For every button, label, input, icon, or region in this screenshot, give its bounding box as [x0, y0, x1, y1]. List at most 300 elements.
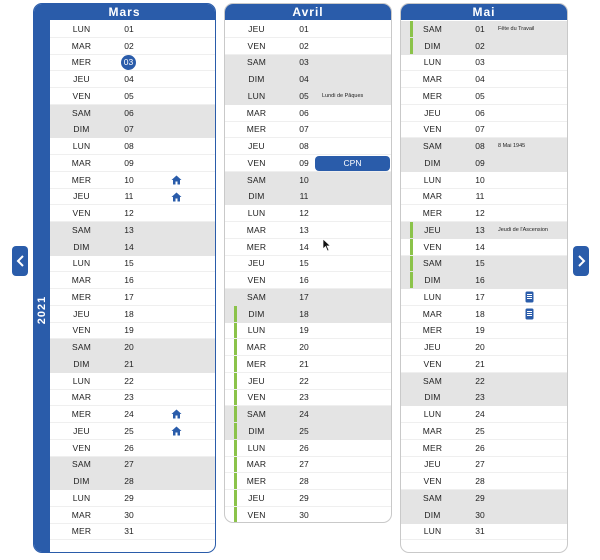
day-number: 11: [124, 191, 134, 202]
day-row[interactable]: [401, 423, 567, 440]
holiday-period-bar: [234, 373, 237, 389]
day-name: MAR: [246, 107, 267, 118]
day-number: 13: [475, 224, 485, 235]
day-number: 05: [299, 90, 309, 101]
day-number: 30: [475, 509, 485, 520]
day-row[interactable]: [401, 38, 567, 55]
day-number: 28: [299, 476, 309, 487]
day-name: SAM: [71, 342, 92, 353]
day-name: JEU: [73, 308, 90, 319]
book-icon[interactable]: [525, 291, 534, 303]
day-row[interactable]: [401, 172, 567, 189]
day-number: 30: [299, 509, 309, 520]
home-icon[interactable]: [171, 426, 182, 436]
holiday-period-bar: [234, 507, 237, 523]
day-name: VEN: [72, 442, 91, 453]
day-row[interactable]: [401, 71, 567, 88]
day-name: VEN: [247, 275, 266, 286]
day-name: MER: [71, 57, 92, 68]
day-number: 17: [299, 291, 309, 302]
day-row[interactable]: [401, 473, 567, 490]
day-number: 02: [475, 40, 485, 51]
day-row[interactable]: [401, 323, 567, 340]
day-name: MAR: [71, 392, 92, 403]
day-row[interactable]: [225, 122, 391, 139]
day-row[interactable]: [401, 524, 567, 541]
day-row[interactable]: [225, 222, 391, 239]
day-number: 17: [124, 291, 134, 302]
day-row[interactable]: [50, 105, 215, 122]
holiday-period-bar: [234, 457, 237, 473]
day-row[interactable]: [225, 390, 391, 407]
day-number: 21: [475, 358, 485, 369]
day-row[interactable]: [401, 155, 567, 172]
day-row[interactable]: [225, 172, 391, 189]
day-name: LUN: [72, 375, 91, 386]
day-name: JEU: [424, 107, 441, 118]
day-number: 31: [475, 526, 485, 537]
day-row[interactable]: [50, 272, 215, 289]
day-row[interactable]: [50, 306, 215, 323]
day-name: DIM: [424, 40, 441, 51]
day-row[interactable]: [401, 272, 567, 289]
day-name: MER: [71, 174, 92, 185]
day-number: 15: [475, 258, 485, 269]
day-row[interactable]: [401, 289, 567, 306]
day-number: 17: [475, 291, 485, 302]
day-number: 07: [475, 124, 485, 135]
day-number: 08: [299, 141, 309, 152]
day-number: 20: [299, 342, 309, 353]
holiday-period-bar: [234, 390, 237, 406]
day-row[interactable]: [401, 239, 567, 256]
day-number: 14: [299, 241, 309, 252]
day-name: MAR: [71, 275, 92, 286]
day-number: 10: [475, 174, 485, 185]
day-name: VEN: [247, 40, 266, 51]
day-name: SAM: [246, 409, 267, 420]
day-list: [401, 21, 567, 540]
day-row[interactable]: [225, 440, 391, 457]
day-row[interactable]: [225, 323, 391, 340]
day-name: DIM: [248, 425, 265, 436]
day-row[interactable]: [225, 473, 391, 490]
cpn-event-button[interactable]: CPN: [315, 156, 390, 171]
home-icon[interactable]: [171, 192, 182, 202]
day-row[interactable]: [225, 155, 391, 172]
day-name: DIM: [73, 476, 90, 487]
day-row[interactable]: [225, 256, 391, 273]
day-row[interactable]: [225, 55, 391, 72]
day-number: 15: [299, 258, 309, 269]
day-row[interactable]: [50, 138, 215, 155]
day-number: 27: [299, 459, 309, 470]
day-row[interactable]: [50, 390, 215, 407]
day-name: JEU: [248, 141, 265, 152]
day-name: MER: [71, 409, 92, 420]
day-name: MAR: [71, 40, 92, 51]
day-name: MER: [71, 291, 92, 302]
day-name: DIM: [73, 358, 90, 369]
day-number: 19: [299, 325, 309, 336]
day-name: LUN: [72, 141, 91, 152]
day-name: VEN: [72, 90, 91, 101]
holiday-note: Fête du Travail: [498, 25, 535, 32]
day-row[interactable]: [50, 71, 215, 88]
day-number: 11: [299, 191, 309, 202]
holiday-period-bar: [234, 473, 237, 489]
day-number: 09: [299, 157, 309, 168]
day-name: VEN: [423, 241, 442, 252]
day-name: JEU: [73, 425, 90, 436]
day-number: 14: [124, 241, 134, 252]
day-number: 16: [299, 275, 309, 286]
day-name: MER: [246, 358, 267, 369]
holiday-period-bar: [234, 440, 237, 456]
home-icon[interactable]: [171, 175, 182, 185]
day-name: JEU: [424, 459, 441, 470]
day-name: SAM: [71, 107, 92, 118]
year-bar: [34, 20, 50, 552]
day-row[interactable]: [401, 339, 567, 356]
day-number: 28: [124, 476, 134, 487]
month-title: Mai: [401, 4, 567, 20]
day-number: 23: [299, 392, 309, 403]
day-number: 09: [124, 157, 134, 168]
chevron-left-icon: [16, 255, 25, 267]
day-number: 29: [124, 492, 134, 503]
day-name: JEU: [248, 23, 265, 34]
year-label: 2021: [36, 295, 49, 325]
day-number: 19: [475, 325, 485, 336]
day-name: MAR: [246, 224, 267, 235]
day-number: 30: [124, 509, 134, 520]
day-row[interactable]: [225, 339, 391, 356]
day-number: 31: [124, 526, 134, 537]
day-row[interactable]: [50, 205, 215, 222]
day-name: DIM: [248, 191, 265, 202]
day-row[interactable]: [225, 373, 391, 390]
day-name: SAM: [422, 258, 443, 269]
day-name: VEN: [247, 157, 266, 168]
day-row[interactable]: [401, 457, 567, 474]
day-row[interactable]: [401, 205, 567, 222]
day-row[interactable]: [401, 406, 567, 423]
day-name: VEN: [423, 124, 442, 135]
day-row[interactable]: [50, 507, 215, 524]
day-row[interactable]: [50, 406, 215, 423]
day-number: 05: [124, 90, 134, 101]
day-name: DIM: [424, 509, 441, 520]
day-row[interactable]: [225, 272, 391, 289]
day-number: 23: [475, 392, 485, 403]
day-row[interactable]: [225, 239, 391, 256]
day-number: 04: [124, 74, 134, 85]
holiday-period-bar: [234, 339, 237, 355]
day-row[interactable]: [225, 38, 391, 55]
day-number: 12: [124, 208, 134, 219]
day-row[interactable]: [50, 55, 215, 72]
day-number: 26: [475, 442, 485, 453]
day-row[interactable]: [50, 490, 215, 507]
day-name: SAM: [246, 291, 267, 302]
month-panel-mai: [400, 3, 568, 553]
day-number: 10: [124, 174, 134, 185]
day-name: DIM: [424, 392, 441, 403]
day-row[interactable]: [50, 373, 215, 390]
day-number: 28: [475, 476, 485, 487]
day-list: [50, 21, 215, 540]
holiday-period-bar: [410, 239, 413, 255]
day-name: LUN: [423, 409, 442, 420]
day-name: DIM: [73, 241, 90, 252]
day-name: LUN: [423, 174, 442, 185]
day-number: 12: [475, 208, 485, 219]
day-number: 13: [299, 224, 309, 235]
day-number: 10: [299, 174, 309, 185]
day-number: 26: [299, 442, 309, 453]
day-number: 20: [475, 342, 485, 353]
today-day-number: 03: [121, 55, 136, 70]
day-number: 13: [124, 224, 134, 235]
day-list: [225, 21, 391, 523]
day-row[interactable]: [50, 423, 215, 440]
month-title: Avril: [225, 4, 391, 20]
day-name: MER: [246, 241, 267, 252]
day-row[interactable]: [225, 21, 391, 38]
holiday-period-bar: [410, 38, 413, 54]
day-row[interactable]: [401, 507, 567, 524]
day-number: 02: [299, 40, 309, 51]
day-number: 23: [124, 392, 134, 403]
day-number: 18: [299, 308, 309, 319]
day-row[interactable]: [225, 457, 391, 474]
holiday-period-bar: [234, 423, 237, 439]
day-name: DIM: [424, 157, 441, 168]
day-number: 11: [475, 191, 485, 202]
day-row[interactable]: [225, 490, 391, 507]
day-number: 15: [124, 258, 134, 269]
holiday-period-bar: [410, 256, 413, 272]
day-number: 24: [475, 409, 485, 420]
day-row[interactable]: [401, 222, 567, 239]
day-row[interactable]: [225, 289, 391, 306]
day-number: 12: [299, 208, 309, 219]
day-name: MER: [422, 442, 443, 453]
day-number: 16: [475, 275, 485, 286]
day-name: SAM: [246, 57, 267, 68]
day-number: 22: [475, 375, 485, 386]
day-number: 25: [475, 425, 485, 436]
day-number: 16: [124, 275, 134, 286]
day-number: 26: [124, 442, 134, 453]
day-row[interactable]: [401, 138, 567, 155]
day-name: MER: [246, 476, 267, 487]
day-row[interactable]: [50, 339, 215, 356]
day-row[interactable]: [401, 122, 567, 139]
day-number: 07: [124, 124, 134, 135]
day-row[interactable]: [225, 71, 391, 88]
day-name: MER: [246, 124, 267, 135]
day-number: 08: [475, 141, 485, 152]
day-row[interactable]: [225, 306, 391, 323]
day-name: MER: [422, 208, 443, 219]
holiday-period-bar: [410, 222, 413, 238]
book-icon[interactable]: [525, 308, 534, 320]
day-number: 02: [124, 40, 134, 51]
holiday-period-bar: [410, 272, 413, 288]
day-name: JEU: [248, 375, 265, 386]
day-row[interactable]: [50, 38, 215, 55]
day-number: 03: [299, 57, 309, 68]
day-name: LUN: [247, 208, 266, 219]
day-number: 21: [124, 358, 134, 369]
day-row[interactable]: [225, 88, 391, 105]
day-name: DIM: [73, 124, 90, 135]
day-row[interactable]: [225, 356, 391, 373]
day-name: VEN: [423, 358, 442, 369]
day-row[interactable]: [401, 490, 567, 507]
day-number: 29: [475, 492, 485, 503]
day-number: 04: [475, 74, 485, 85]
holiday-note: Jeudi de l'Ascension: [498, 226, 548, 233]
day-name: SAM: [71, 459, 92, 470]
day-name: MAR: [422, 74, 443, 85]
day-row[interactable]: [50, 524, 215, 541]
day-number: 21: [299, 358, 309, 369]
day-row[interactable]: [50, 440, 215, 457]
day-row[interactable]: [50, 189, 215, 206]
day-name: VEN: [423, 476, 442, 487]
day-row[interactable]: [50, 122, 215, 139]
day-row[interactable]: [50, 256, 215, 273]
day-row[interactable]: [225, 406, 391, 423]
day-name: MAR: [422, 425, 443, 436]
holiday-period-bar: [234, 306, 237, 322]
day-row[interactable]: [401, 55, 567, 72]
day-name: LUN: [72, 258, 91, 269]
day-name: LUN: [247, 325, 266, 336]
day-number: 09: [475, 157, 485, 168]
day-row[interactable]: [225, 189, 391, 206]
month-panel-mars: [33, 3, 216, 553]
previous-month-button[interactable]: [12, 246, 28, 276]
day-number: 22: [299, 375, 309, 386]
day-row[interactable]: [401, 356, 567, 373]
day-row[interactable]: [225, 105, 391, 122]
day-row[interactable]: [401, 256, 567, 273]
day-number: 05: [475, 90, 485, 101]
day-name: JEU: [424, 342, 441, 353]
day-name: MAR: [71, 509, 92, 520]
day-row[interactable]: [401, 390, 567, 407]
day-number: 25: [299, 425, 309, 436]
day-row[interactable]: [401, 306, 567, 323]
day-number: 06: [475, 107, 485, 118]
day-row[interactable]: [401, 105, 567, 122]
day-name: VEN: [72, 208, 91, 219]
mouse-cursor-icon: [322, 238, 332, 252]
day-name: SAM: [71, 224, 92, 235]
day-row[interactable]: [401, 373, 567, 390]
day-name: SAM: [422, 492, 443, 503]
next-month-button[interactable]: [573, 246, 589, 276]
day-row[interactable]: [225, 205, 391, 222]
day-name: LUN: [72, 492, 91, 503]
day-row[interactable]: [401, 21, 567, 38]
day-row[interactable]: [50, 21, 215, 38]
day-number: 18: [475, 308, 485, 319]
day-name: JEU: [248, 492, 265, 503]
day-number: 03: [475, 57, 485, 68]
day-number: 01: [124, 23, 134, 34]
day-name: DIM: [248, 308, 265, 319]
day-row[interactable]: [401, 440, 567, 457]
day-name: MAR: [71, 157, 92, 168]
day-row[interactable]: [50, 356, 215, 373]
day-row[interactable]: [401, 88, 567, 105]
day-row[interactable]: [50, 323, 215, 340]
day-name: VEN: [72, 325, 91, 336]
holiday-period-bar: [234, 406, 237, 422]
day-number: 06: [299, 107, 309, 118]
day-number: 27: [475, 459, 485, 470]
day-number: 01: [299, 23, 309, 34]
day-row[interactable]: [401, 189, 567, 206]
day-row[interactable]: [50, 172, 215, 189]
day-number: 22: [124, 375, 134, 386]
month-panel-avril: [224, 3, 392, 523]
day-number: 27: [124, 459, 134, 470]
day-row[interactable]: [50, 155, 215, 172]
day-number: 25: [124, 425, 134, 436]
day-row[interactable]: [50, 457, 215, 474]
day-name: SAM: [422, 375, 443, 386]
day-row[interactable]: [225, 423, 391, 440]
day-name: VEN: [247, 509, 266, 520]
day-row[interactable]: [225, 138, 391, 155]
day-row[interactable]: [50, 88, 215, 105]
holiday-period-bar: [234, 356, 237, 372]
day-name: MAR: [422, 191, 443, 202]
day-number: 19: [124, 325, 134, 336]
day-number: 04: [299, 74, 309, 85]
day-number: 08: [124, 141, 134, 152]
day-row[interactable]: [50, 289, 215, 306]
day-row[interactable]: [50, 239, 215, 256]
day-name: SAM: [422, 23, 443, 34]
day-name: DIM: [248, 74, 265, 85]
day-name: DIM: [424, 275, 441, 286]
day-number: 01: [475, 23, 485, 34]
day-name: MER: [71, 526, 92, 537]
day-row[interactable]: [225, 507, 391, 523]
holiday-period-bar: [410, 21, 413, 37]
day-row[interactable]: [50, 222, 215, 239]
holiday-period-bar: [234, 323, 237, 339]
day-name: MAR: [246, 342, 267, 353]
day-name: JEU: [248, 258, 265, 269]
day-name: VEN: [247, 392, 266, 403]
day-name: JEU: [73, 191, 90, 202]
day-name: LUN: [247, 442, 266, 453]
day-row[interactable]: [50, 473, 215, 490]
home-icon[interactable]: [171, 409, 182, 419]
day-number: 24: [299, 409, 309, 420]
holiday-note: 8 Mai 1945: [498, 143, 526, 150]
day-number: 18: [124, 308, 134, 319]
day-name: JEU: [73, 74, 90, 85]
